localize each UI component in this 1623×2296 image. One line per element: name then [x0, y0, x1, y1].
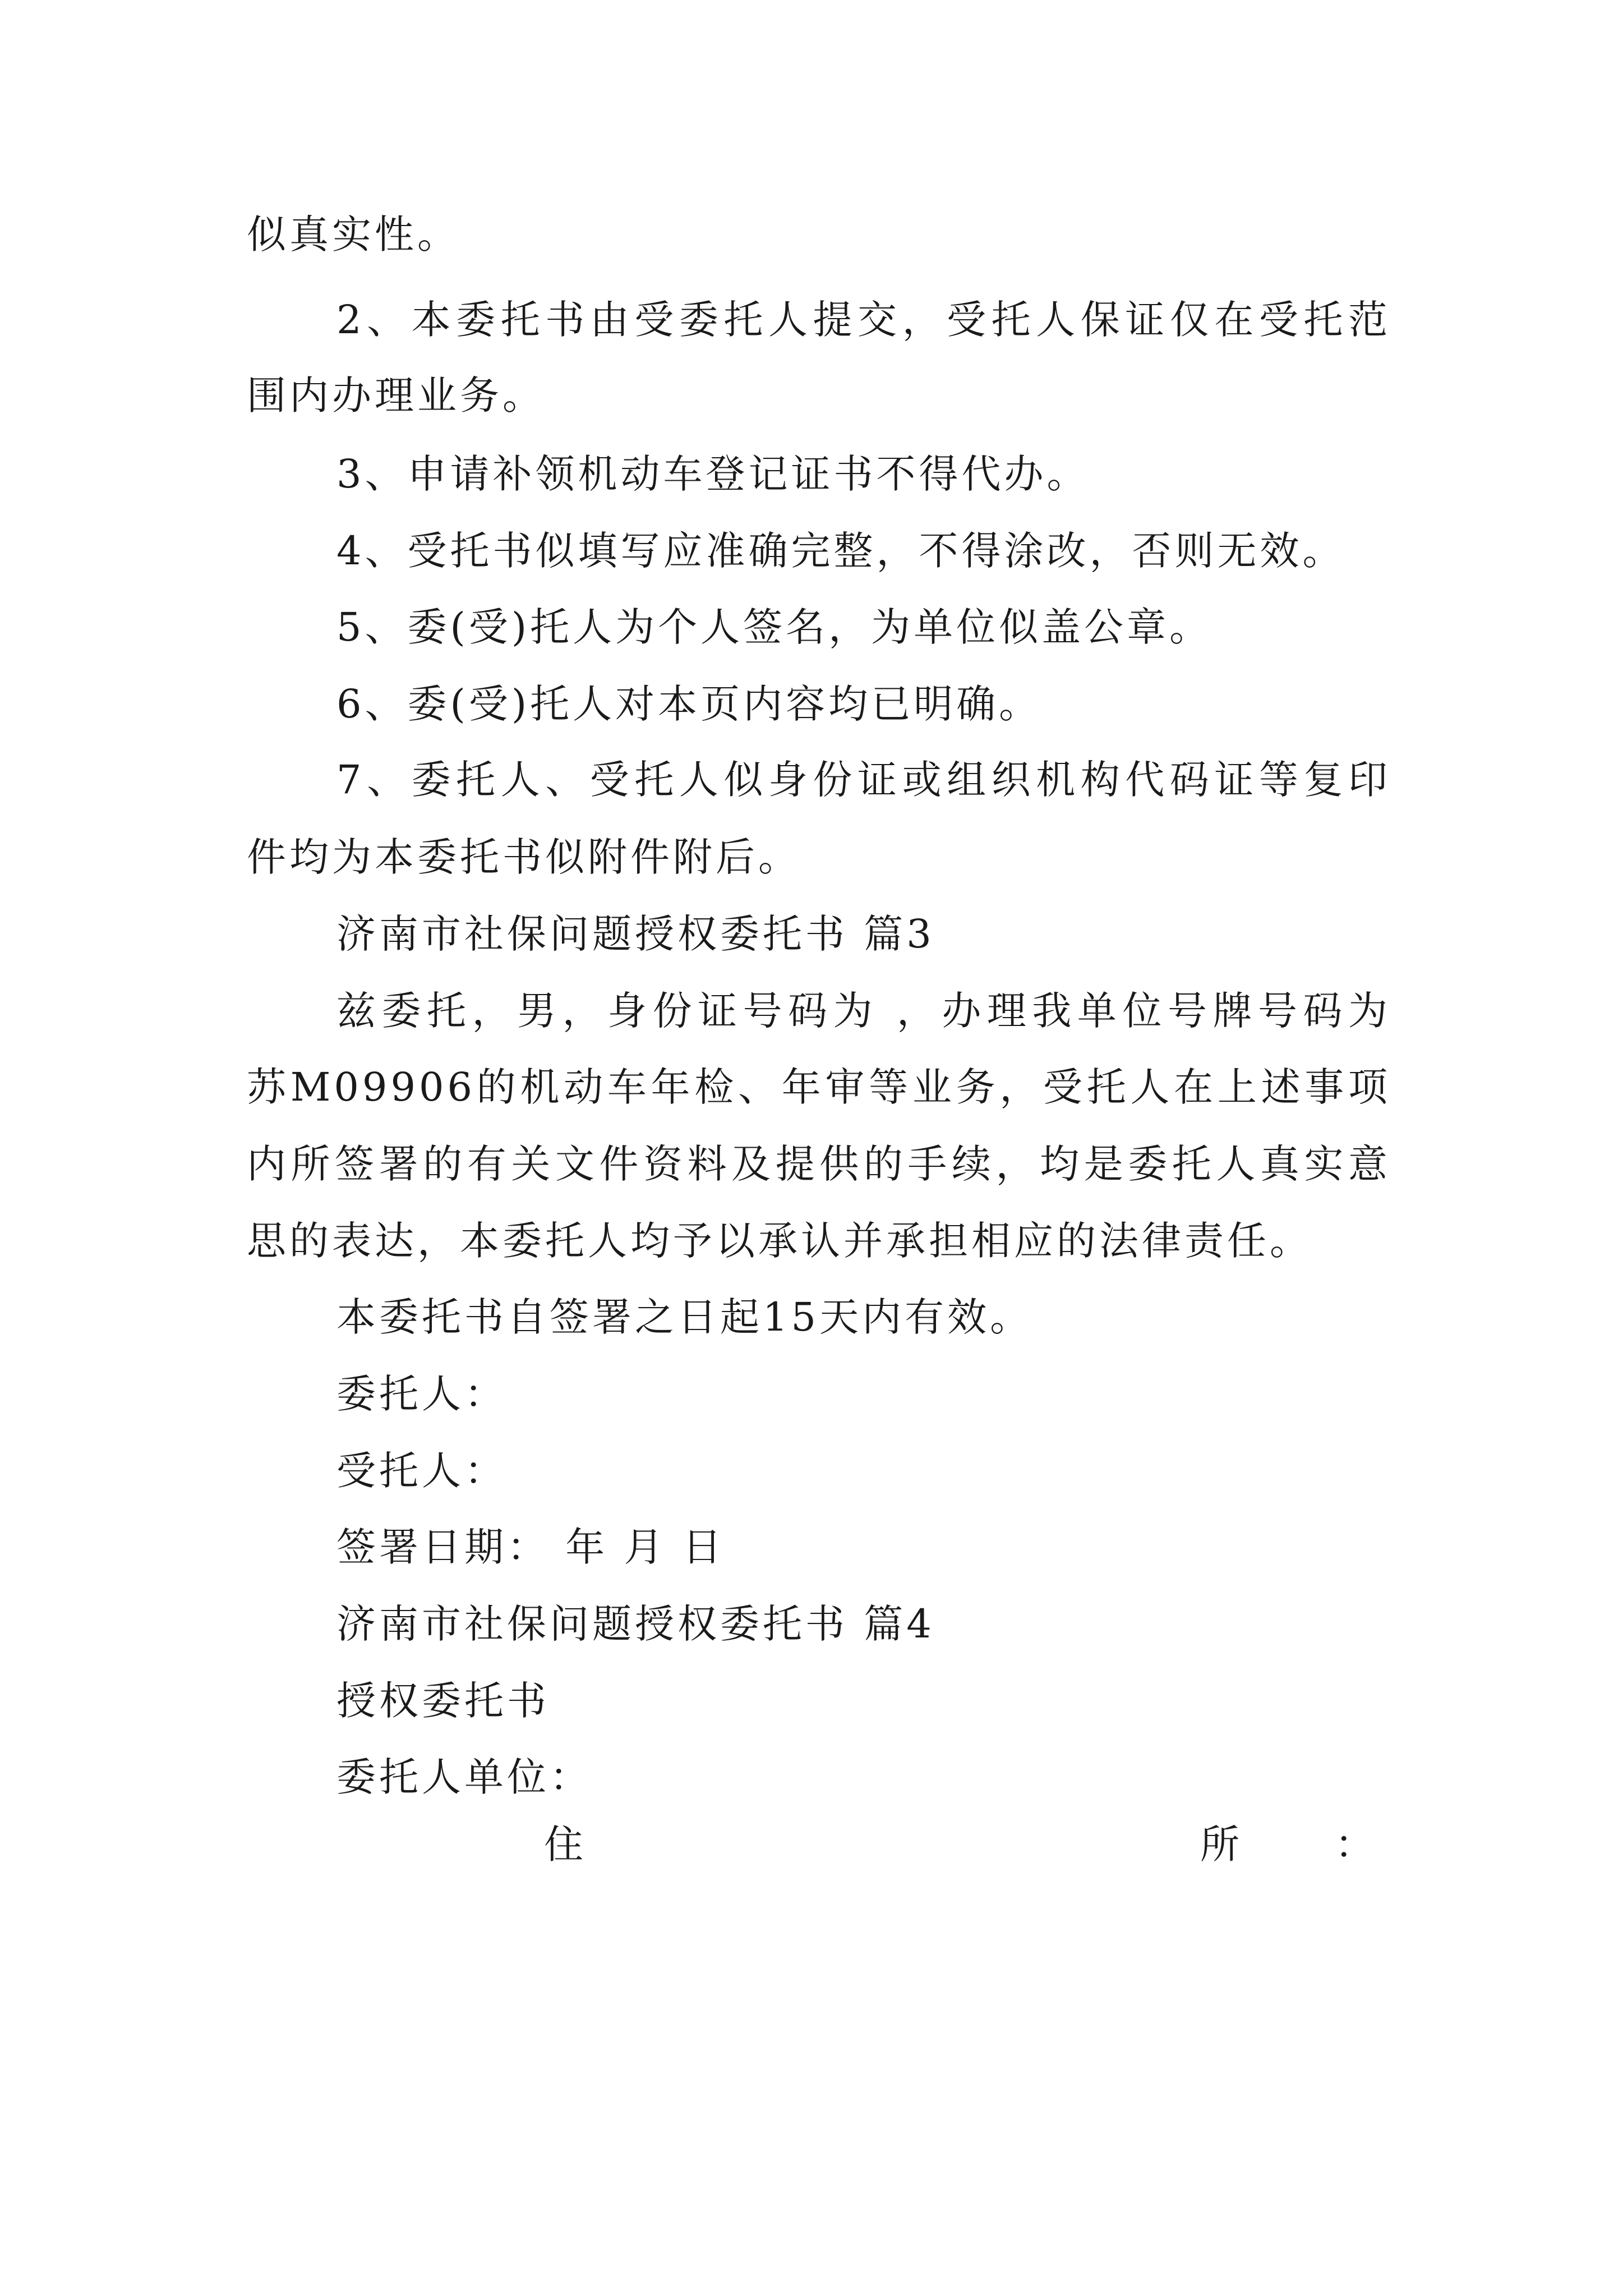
text-line: 签署日期： 年 月 日 [336, 1524, 725, 1570]
text-line: 3、申请补领机动车登记证书不得代办。 [336, 451, 1090, 497]
text-line: 兹委托，男，身份证号码为 ，办理我单位号牌号码为 [336, 988, 1391, 1034]
text-line: 苏M09906的机动车年检、年审等业务，受托人在上述事项 [247, 1064, 1391, 1110]
section-heading: 济南市社保问题授权委托书 篇3 [336, 911, 935, 957]
text-line: 本委托书自签署之日起15天内有效。 [336, 1294, 1033, 1340]
text-line: 5、委(受)托人为个人签名，为单位似盖公章。 [336, 604, 1212, 650]
address-label-left: 住 [544, 1821, 587, 1867]
text-line: 7、委托人、受托人似身份证或组织机构代码证等复印 [336, 757, 1391, 803]
text-line: 2、本委托书由受委托人提交，受托人保证仅在受托范 [336, 297, 1391, 343]
text-line: 思的表达，本委托人均予以承认并承担相应的法律责任。 [247, 1218, 1312, 1264]
text-line: 件均为本委托书似附件附后。 [247, 834, 801, 880]
text-line: 授权委托书 [336, 1678, 550, 1724]
address-label-right: 所 [1200, 1821, 1243, 1867]
address-colon: ： [1335, 1821, 1374, 1867]
text-line: 似真实性。 [247, 211, 460, 257]
text-line: 内所签署的有关文件资料及提供的手续，均是委托人真实意 [247, 1141, 1391, 1187]
text-line: 受托人： [336, 1448, 507, 1494]
section-heading: 济南市社保问题授权委托书 篇4 [336, 1601, 935, 1647]
text-line: 4、受托书似填写应准确完整，不得涂改，否则无效。 [336, 528, 1345, 574]
text-line: 围内办理业务。 [247, 372, 545, 418]
text-line: 委托人单位： [336, 1754, 592, 1800]
text-line: 6、委(受)托人对本页内容均已明确。 [336, 681, 1042, 727]
text-line: 委托人： [336, 1371, 507, 1417]
